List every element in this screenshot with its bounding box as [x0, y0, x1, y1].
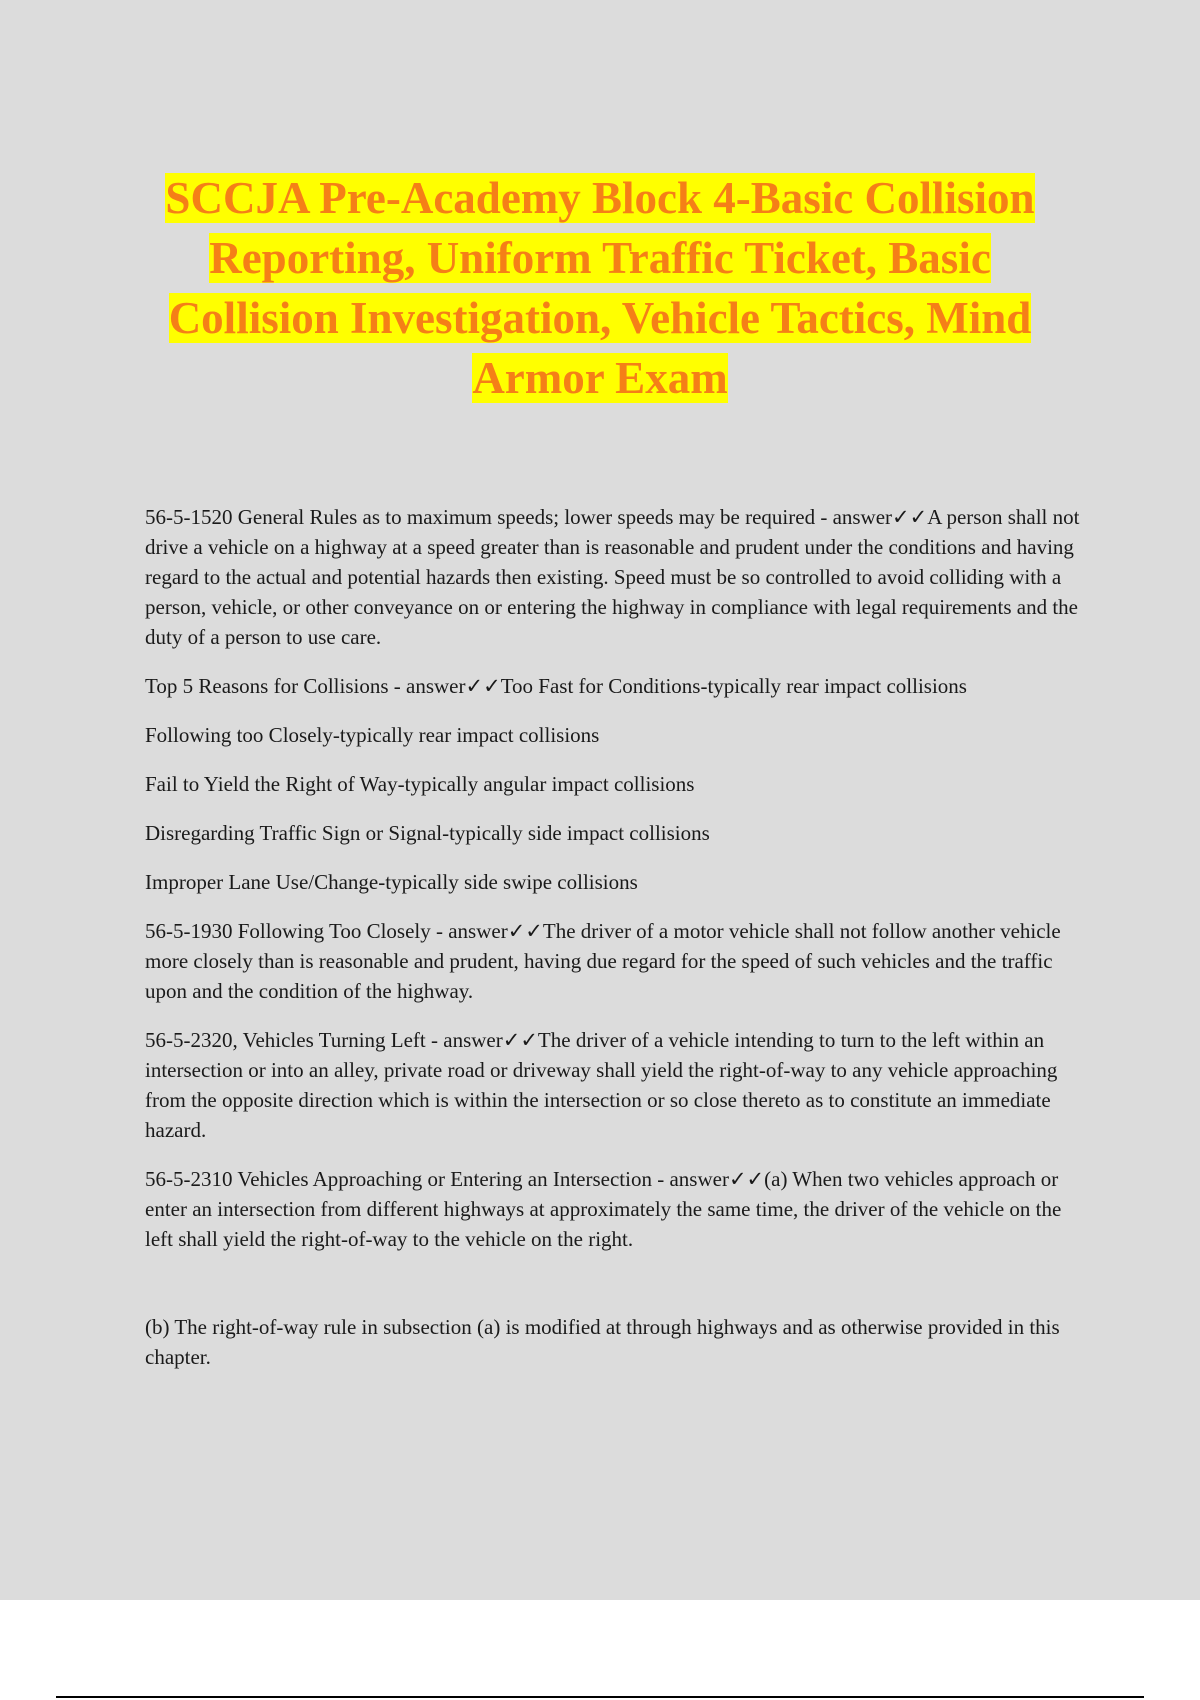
title-highlight: SCCJA Pre-Academy Block 4-Basic Collision Reporting, Uniform Traffic Ticket, Basic Collision Investigation, Vehicle Tactics, Mind Armor Exam	[165, 173, 1035, 403]
paragraph-following-too-closely-law: 56-5-1930 Following Too Closely - answer✓✓The driver of a motor vehicle shall not follow another vehicle more closely than is reasonable and prudent, having due regard for the speed of such vehicles and the traffic upon and the condition of the highway.	[145, 919, 1061, 1003]
paragraph-improper-lane-reason: Improper Lane Use/Change-typically side swipe collisions	[145, 870, 638, 894]
paragraph-speed-rules: 56-5-1520 General Rules as to maximum speeds; lower speeds may be required - answer✓✓A person shall not drive a vehicle on a highway at a speed greater than is reasonable and prudent under the conditions and having regard to the actual and potential hazards then existing. Speed must be so controlled to avoid colliding with a person, vehicle, or other conveyance on or entering the highway in compliance with legal requirements and the duty of a person to use care.	[145, 505, 1080, 649]
document-body	[145, 502, 1090, 1391]
document-title	[130, 168, 1070, 408]
paragraph-disregarding-sign-reason: Disregarding Traffic Sign or Signal-typically side impact collisions	[145, 821, 710, 845]
paragraph-top-5-reasons: Top 5 Reasons for Collisions - answer✓✓Too Fast for Conditions-typically rear impact collisions	[145, 674, 967, 698]
paragraph-intersection-subsection-b: (b) The right-of-way rule in subsection (a) is modified at through highways and as otherwise provided in this chapter.	[145, 1315, 1060, 1369]
paragraph-intersection-law: 56-5-2310 Vehicles Approaching or Entering an Intersection - answer✓✓(a) When two vehicles approach or enter an intersection from different highways at approximately the same time, the driver of the vehicle on the left shall yield the right-of-way to the vehicle on the right.	[145, 1167, 1062, 1251]
footer-divider	[56, 1696, 1144, 1698]
paragraph-fail-to-yield-reason: Fail to Yield the Right of Way-typically angular impact collisions	[145, 772, 695, 796]
paragraph-turning-left-law: 56-5-2320, Vehicles Turning Left - answer✓✓The driver of a vehicle intending to turn to the left within an intersection or into an alley, private road or driveway shall yield the right-of-way to any vehicle approaching from the opposite direction which is within the intersection or so close thereto as to constitute an immediate hazard.	[145, 1028, 1058, 1142]
paragraph-following-too-closely-reason: Following too Closely-typically rear impact collisions	[145, 723, 600, 747]
